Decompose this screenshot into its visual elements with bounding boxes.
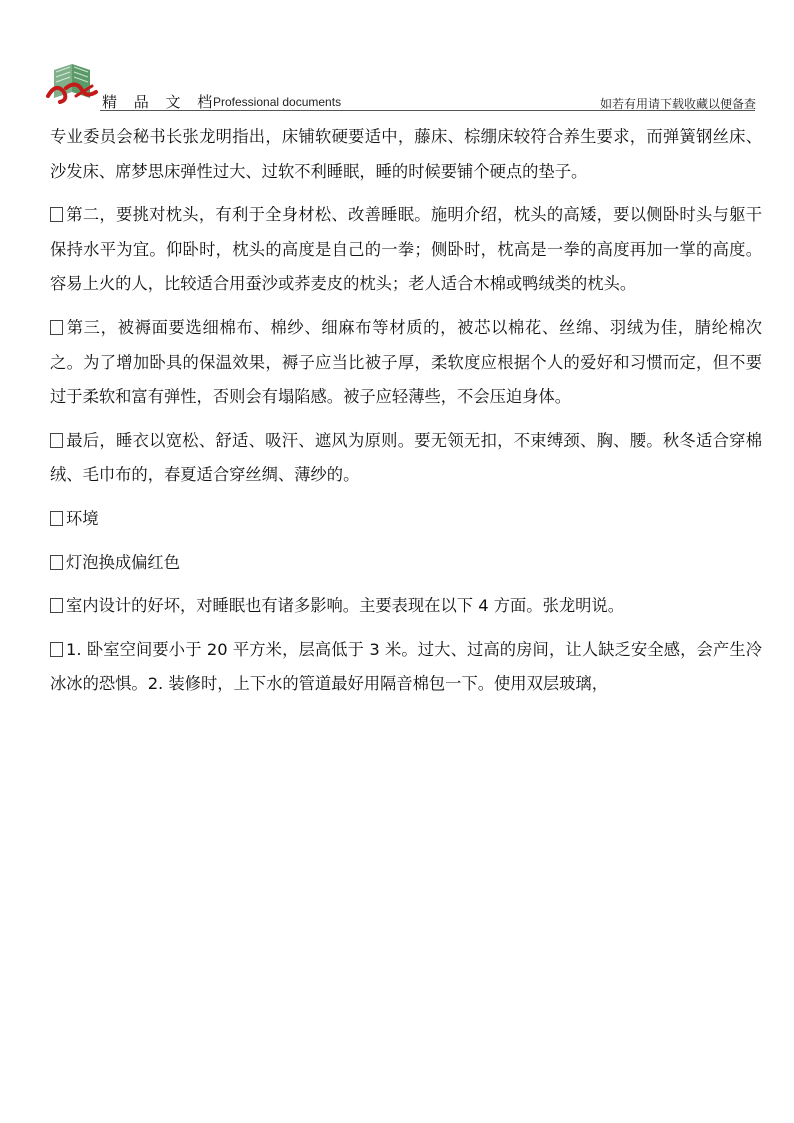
missing-glyph-box-icon [50, 207, 63, 222]
paragraph-text: 第三，被褥面要选细棉布、棉纱、细麻布等材质的，被芯以棉花、丝绵、羽绒为佳，腈纶棉次之。为了增加卧具的保温效果，褥子应当比被子厚，柔软度应根据个人的爱好和习惯而定，但不要过于柔软和富有弹性，否则会有塌陷感。被子应轻薄些，不会压迫身体。 [50, 317, 762, 407]
paragraph [50, 633, 762, 702]
document-body [50, 120, 762, 711]
brand-title: 精 品 文 档 [102, 93, 219, 111]
paragraph [50, 589, 762, 624]
paragraph-text: 1. 卧室空间要小于 20 平方米，层高低于 3 米。过大、过高的房间，让人缺乏安全感，会产生冷冰冰的恐惧。2. 装修时，上下水的管道最好用隔音棉包一下。使用双层玻璃， [50, 639, 762, 694]
paragraph [50, 198, 762, 302]
paragraph [50, 502, 762, 537]
paragraph-text: 专业委员会秘书长张龙明指出，床铺软硬要适中，藤床、棕绷床较符合养生要求，而弹簧钢丝床、沙发床、席梦思床弹性过大、过软不利睡眠，睡的时候要铺个硬点的垫子。 [50, 127, 762, 181]
missing-glyph-box-icon [50, 433, 63, 448]
header-note: 如若有用请下载收藏以便备查 [599, 97, 756, 111]
page-header [0, 0, 794, 112]
header-divider [100, 110, 755, 111]
missing-glyph-box-icon [50, 598, 63, 613]
paragraph-text: 第二，要挑对枕头，有利于全身材松、改善睡眠。施明介绍，枕头的高矮，要以侧卧时头与躯干保持水平为宜。仰卧时，枕头的高度是自己的一拳；侧卧时，枕高是一拳的高度再加一掌的高度。容易上火的人，比较适合用蚕沙或荞麦皮的枕头；老人适合木棉或鸭绒类的枕头。 [50, 205, 762, 294]
paragraph-text: 灯泡换成偏红色 [66, 552, 180, 572]
paragraph-text: 环境 [66, 508, 99, 528]
brand-subtitle: Professional documents [213, 95, 342, 109]
missing-glyph-box-icon [50, 555, 63, 570]
paragraph [50, 311, 762, 415]
paragraph [50, 120, 762, 189]
missing-glyph-box-icon [50, 320, 63, 335]
paragraph-text: 最后，睡衣以宽松、舒适、吸汗、遮风为原则。要无领无扣，不束缚颈、胸、腰。秋冬适合穿棉绒、毛巾布的，春夏适合穿丝绸、薄纱的。 [50, 430, 762, 485]
missing-glyph-box-icon [50, 511, 63, 526]
paragraph [50, 424, 762, 493]
paragraph [50, 546, 762, 581]
paragraph-text: 室内设计的好坏，对睡眠也有诸多影响。主要表现在以下 4 方面。张龙明说。 [66, 596, 624, 616]
missing-glyph-box-icon [50, 642, 63, 657]
book-logo-icon [46, 52, 100, 106]
